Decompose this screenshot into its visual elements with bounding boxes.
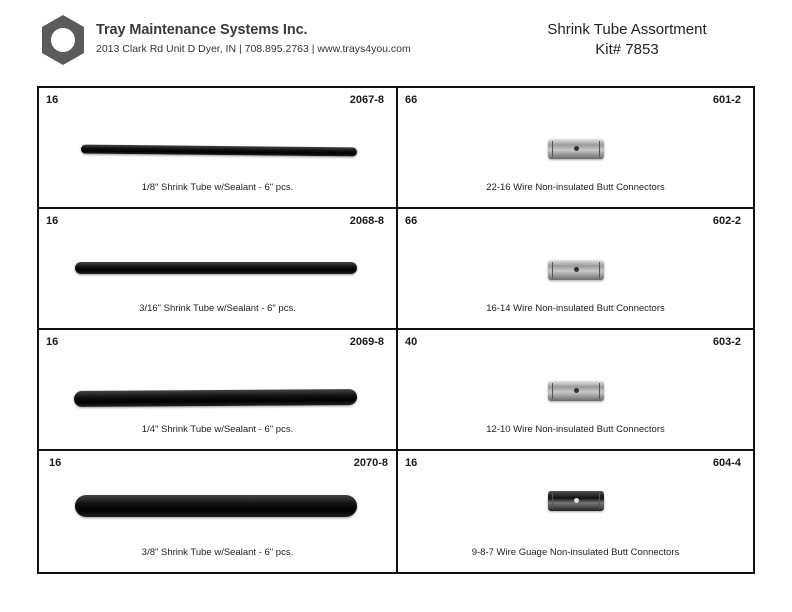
- item-description: 9-8-7 Wire Guage Non-insulated Butt Connectors: [471, 547, 680, 558]
- shrink-tube-icon: [75, 495, 357, 517]
- butt-connector-icon: [548, 491, 604, 511]
- butt-connector-icon: [548, 139, 604, 159]
- product-cell: [39, 88, 398, 209]
- quantity: 16: [46, 215, 59, 227]
- item-description: 1/4" Shrink Tube w/Sealant - 6" pcs.: [141, 424, 294, 435]
- product-cell: [39, 330, 398, 451]
- shrink-tube-icon: [74, 389, 357, 407]
- quantity: 16: [49, 457, 62, 469]
- item-description: 3/8" Shrink Tube w/Sealant - 6" pcs.: [141, 547, 294, 558]
- item-description: 12-10 Wire Non-insulated Butt Connectors: [486, 424, 665, 435]
- item-description: 3/16" Shrink Tube w/Sealant - 6" pcs.: [139, 303, 296, 314]
- product-cell: [398, 330, 753, 451]
- product-grid: [37, 86, 755, 574]
- quantity: 16: [46, 94, 59, 106]
- company-name: Tray Maintenance Systems Inc.: [96, 22, 308, 38]
- product-cell: [398, 451, 753, 572]
- item-description: 22-16 Wire Non-insulated Butt Connectors: [486, 182, 665, 193]
- part-number: 603-2: [712, 336, 741, 348]
- part-number: 2068-8: [349, 215, 384, 227]
- quantity: 40: [405, 336, 418, 348]
- part-number: 2069-8: [349, 336, 384, 348]
- product-cell: [398, 209, 753, 330]
- product-cell: [398, 88, 753, 209]
- item-description: 16-14 Wire Non-insulated Butt Connectors: [486, 303, 665, 314]
- part-number: 2070-8: [353, 457, 388, 469]
- kit-number: Kit# 7853: [595, 41, 659, 58]
- product-cell: [39, 451, 398, 572]
- part-number: 602-2: [712, 215, 741, 227]
- part-number: 2067-8: [349, 94, 384, 106]
- quantity: 66: [405, 94, 418, 106]
- shrink-tube-icon: [75, 262, 357, 274]
- product-cell: [39, 209, 398, 330]
- part-number: 601-2: [712, 94, 741, 106]
- part-number: 604-4: [712, 457, 741, 469]
- hex-nut-icon: [40, 14, 86, 66]
- kit-title: Shrink Tube Assortment: [547, 21, 707, 38]
- item-description: 1/8" Shrink Tube w/Sealant - 6" pcs.: [141, 182, 294, 193]
- shrink-tube-icon: [81, 145, 357, 157]
- quantity: 16: [46, 336, 59, 348]
- company-address: 2013 Clark Rd Unit D Dyer, IN | 708.895.2763 | www.trays4you.com: [96, 43, 411, 55]
- quantity: 66: [405, 215, 418, 227]
- quantity: 16: [405, 457, 418, 469]
- company-header: [96, 22, 411, 55]
- butt-connector-icon: [548, 260, 604, 280]
- kit-heading: [512, 20, 742, 60]
- butt-connector-icon: [548, 381, 604, 401]
